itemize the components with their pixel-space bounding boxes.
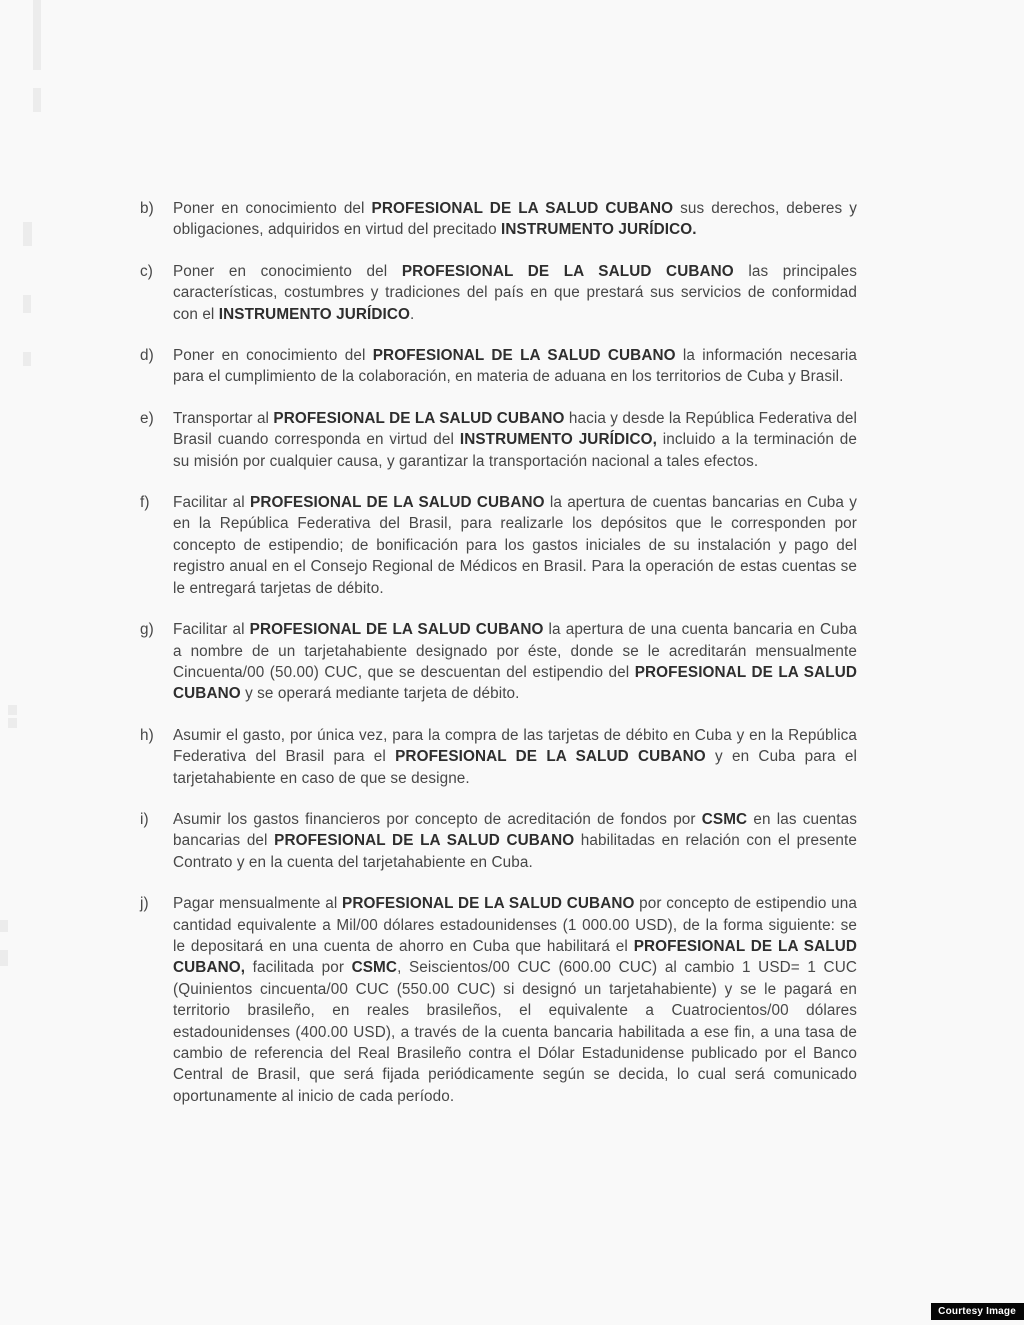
scan-artifact	[8, 705, 17, 715]
clause-i	[140, 809, 857, 873]
clause-f-label: f)	[140, 494, 150, 512]
clause-b-label: b)	[140, 200, 154, 217]
clause-d-text: Poner en conocimiento del PROFESIONAL DE LA SALUD CUBANO la información necesaria para el cumplimiento de la colaboración, en materia de aduana en los territorios de Cuba y Brasil.	[173, 347, 857, 386]
scan-artifact	[0, 950, 8, 966]
clause-g-label: g)	[140, 621, 154, 639]
clause-g	[140, 619, 857, 705]
clause-i-label: i)	[140, 810, 149, 828]
clause-e-label: e)	[140, 409, 154, 427]
clause-j	[140, 893, 857, 1107]
clause-c-text: Poner en conocimiento del PROFESIONAL DE LA SALUD CUBANO las principales características, costumbres y tradiciones del país en que prestará sus servicios de conformidad con el INSTRUMENTO JURÍDICO.	[173, 262, 857, 323]
clause-f	[140, 492, 857, 599]
clause-d-label: d)	[140, 347, 154, 365]
scan-artifact	[33, 0, 41, 70]
clause-i-text: Asumir los gastos financieros por concepto de acreditación de fondos por CSMC en las cuentas bancarias del PROFESIONAL DE LA SALUD CUBANO habilitadas en relación con el presente Contrato y en la cuenta del tarjetahabiente en Cuba.	[173, 810, 857, 871]
contract-clauses	[140, 198, 857, 1127]
clause-e-text: Transportar al PROFESIONAL DE LA SALUD CUBANO hacia y desde la República Federativa del Brasil cuando corresponda en virtud del INSTRUMENTO JURÍDICO, incluido a la terminación de su misión por cualquier causa, y garantizar la transportación nacional a tales efectos.	[173, 409, 857, 470]
clause-h-text: Asumir el gasto, por única vez, para la compra de las tarjetas de débito en Cuba y en la República Federativa del Brasil para el PROFESIONAL DE LA SALUD CUBANO y en Cuba para el tarjetahabiente en caso de que se designe.	[173, 726, 857, 787]
clause-h-label: h)	[140, 726, 154, 744]
clause-b-text: Poner en conocimiento del PROFESIONAL DE LA SALUD CUBANO sus derechos, deberes y obligaciones, adquiridos en virtud del precitado INSTRUMENTO JURÍDICO.	[173, 200, 857, 239]
clause-d	[140, 345, 857, 388]
scan-artifact	[23, 222, 32, 246]
clause-f-text: Facilitar al PROFESIONAL DE LA SALUD CUBANO la apertura de cuentas bancarias en Cuba y en la República Federativa del Brasil, para realizarle los depósitos que le corresponden por concepto de estipendio; de bonificación para los gastos iniciales de su instalación y pago del registro anual en el Consejo Regional de Médicos en Brasil. Para la operación de estas cuentas se le entregará tarjetas de débito.	[173, 494, 857, 597]
clause-j-label: j)	[140, 895, 149, 913]
scan-artifact	[23, 295, 31, 313]
clause-e	[140, 408, 857, 472]
scan-artifact	[33, 88, 41, 112]
clause-j-text: Pagar mensualmente al PROFESIONAL DE LA SALUD CUBANO por concepto de estipendio una cantidad equivalente a Mil/00 dólares estadounidenses (1 000.00 USD), de la forma siguiente: se le depositará en una cuenta de ahorro en Cuba que habilitará el PROFESIONAL DE LA SALUD CUBANO, facilitada por CSMC, Seiscientos/00 CUC (600.00 CUC) al cambio 1 USD= 1 CUC (Quinientos cincuenta/00 CUC (550.00 CUC) si designó un tarjetahabiente) y se le pagará en territorio brasileño, en reales brasileños, el equivalente a Cuatrocientos/00 dólares estadounidenses (400.00 USD), a través de la cuenta bancaria habilitada a ese fin, a una tasa de cambio de referencia del Real Brasileño contra el Dólar Estadunidense publicado por el Banco Central de Brasil, que será fijada periódicamente según se decida, lo cual será comunicado oportunamente al inicio de cada período.	[173, 895, 857, 1105]
clause-g-text: Facilitar al PROFESIONAL DE LA SALUD CUBANO la apertura de una cuenta bancaria en Cuba a nombre de un tarjetahabiente designado por éste, donde se le acreditarán mensualmente Cincuenta/00 (50.00) CUC, que se descuentan del estipendio del PROFESIONAL DE LA SALUD CUBANO y se operará mediante tarjeta de débito.	[173, 621, 857, 703]
clause-c	[140, 261, 857, 325]
clause-c-label: c)	[140, 262, 153, 280]
courtesy-image-badge: Courtesy Image	[931, 1303, 1024, 1320]
scan-artifact	[0, 920, 8, 932]
scan-artifact	[8, 718, 17, 728]
clause-b	[140, 198, 857, 241]
scan-artifact	[23, 352, 31, 366]
clause-h	[140, 725, 857, 789]
